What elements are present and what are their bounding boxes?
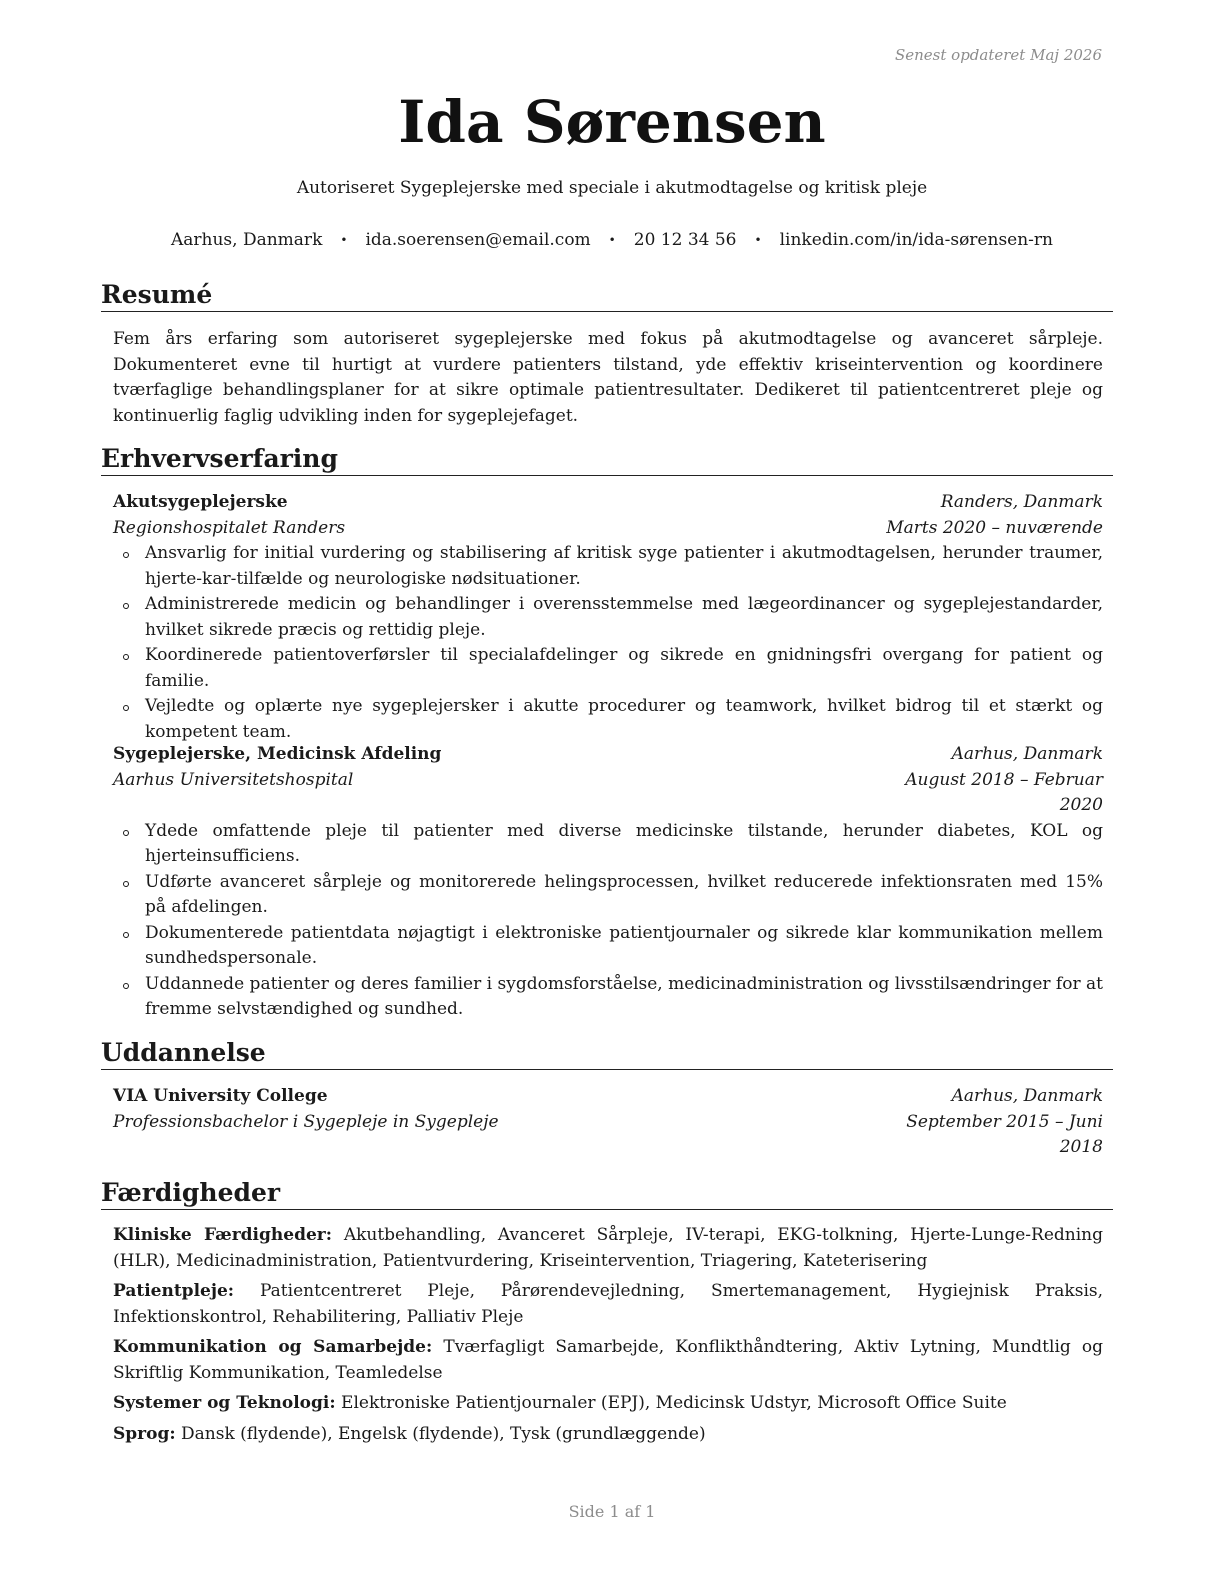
job-bullets [113,541,1103,745]
section-title-experience: Erhvervserfaring [101,444,1113,476]
education-dates: September 2015 – Juni 2018 [906,1111,1103,1157]
contact-location: Aarhus, Danmark [171,230,323,250]
list-item: Udførte avanceret sårpleje og monitorerede helingsprocessen, hvilket reducerede infektionsraten med 15% på afdelingen. [113,870,1103,921]
skill-label: Systemer og Teknologi: [113,1393,336,1413]
job-bullets [113,819,1103,1023]
contact-line [0,228,1224,252]
contact-linkedin[interactable]: linkedin.com/in/ida-sørensen-rn [779,230,1053,250]
skill-value: Akutbehandling, Avanceret Sårpleje, IV-terapi, EKG-tolkning, Hjerte-Lunge-Redning (HLR), Medicinadministration, Patientvurdering, Kriseintervention, Triagering, Kateterisering [113,1225,1103,1271]
list-item: Uddannede patienter og deres familier i sygdomsforståelse, medicinadministration og livsstilsændringer for at fremme selvstændighed og sundhed. [113,972,1103,1023]
contact-email[interactable]: ida.soerensen@email.com [365,230,591,250]
education-entry [113,1084,1103,1161]
skill-value: Patientcentreret Pleje, Pårørendevejledning, Smertemanagement, Hygiejnisk Praksis, Infektionskontrol, Rehabilitering, Palliativ Pleje [113,1281,1104,1327]
job-entry [113,490,1103,745]
skill-label: Kommunikation og Samarbejde: [113,1337,433,1357]
skill-row [113,1223,1103,1274]
degree: Professionsbachelor i Sygepleje in Sygepleje [113,1111,499,1132]
separator-dot: • [754,233,762,247]
skill-row [113,1422,1103,1448]
school-location: Aarhus, Danmark [951,1086,1103,1106]
skill-value: Dansk (flydende), Engelsk (flydende), Tysk (grundlæggende) [181,1423,706,1444]
page-number: Side 1 af 1 [568,1502,656,1521]
job-employer: Regionshospitalet Randers [113,517,346,538]
separator-dot: • [340,233,348,247]
list-item: Ansvarlig for initial vurdering og stabilisering af kritisk syge patienter i akutmodtagelsen, herunder traumer, hjerte-kar-tilfælde og neurologiske nødsituationer. [113,541,1103,592]
skill-row [113,1335,1103,1386]
candidate-name: Ida Sørensen [398,88,826,156]
skill-row [113,1391,1103,1417]
list-item: Dokumenterede patientdata nøjagtigt i elektroniske patientjournaler og sikrede klar kommunikation mellem sundhedspersonale. [113,921,1103,972]
school-name: VIA University College [113,1086,328,1106]
skills-list [113,1223,1103,1452]
skill-value: Tværfagligt Samarbejde, Konflikthåndtering, Aktiv Lytning, Mundtlig og Skriftlig Kommunikation, Teamledelse [113,1337,1103,1383]
list-item: Vejledte og oplærte nye sygeplejersker i akutte procedurer og teamwork, hvilket bidrog til et stærkt og kompetent team. [113,694,1103,745]
job-title: Sygeplejerske, Medicinsk Afdeling [113,744,442,764]
job-location: Randers, Danmark [940,492,1103,512]
section-title-education: Uddannelse [101,1038,1113,1070]
skill-label: Kliniske Færdigheder: [113,1225,333,1245]
section-title-skills: Færdigheder [101,1178,1113,1210]
job-dates: August 2018 – Februar 2020 [905,769,1103,815]
job-entry [113,742,1103,1023]
last-updated: Senest opdateret Maj 2026 [894,46,1102,64]
list-item: Administrerede medicin og behandlinger i overensstemmelse med lægeordinancer og sygeplejestandarder, hvilket sikrede præcis og rettidig pleje. [113,592,1103,643]
list-item: Ydede omfattende pleje til patienter med diverse medicinske tilstande, herunder diabetes, KOL og hjerteinsufficiens. [113,819,1103,870]
skill-label: Patientpleje: [113,1281,235,1301]
skill-value: Elektroniske Patientjournaler (EPJ), Medicinsk Udstyr, Microsoft Office Suite [341,1393,1007,1413]
skill-row [113,1279,1103,1330]
list-item: Koordinerede patientoverførsler til specialafdelinger og sikrede en gnidningsfri overgang for patient og familie. [113,643,1103,694]
contact-phone: 20 12 34 56 [633,230,737,250]
skill-label: Sprog: [113,1423,176,1444]
job-title: Akutsygeplejerske [113,492,288,512]
separator-dot: • [608,233,616,247]
job-employer: Aarhus Universitetshospital [113,769,354,790]
section-title-summary: Resumé [101,280,1113,312]
summary-text: Fem års erfaring som autoriseret sygeplejerske med fokus på akutmodtagelse og avanceret sårpleje. Dokumenteret evne til hurtigt at vurdere patienters tilstand, yde effektiv kriseintervention og koordinere tværfaglige behandlingsplaner for at sikre optimale patientresultater. Dedikeret til patientcentreret pleje og kontinuerlig faglig udvikling inden for sygeplejefaget. [113,329,1103,426]
job-location: Aarhus, Danmark [951,744,1103,764]
job-dates: Marts 2020 – nuværende [886,517,1103,538]
tagline: Autoriseret Sygeplejerske med speciale i akutmodtagelse og kritisk pleje [296,178,928,198]
